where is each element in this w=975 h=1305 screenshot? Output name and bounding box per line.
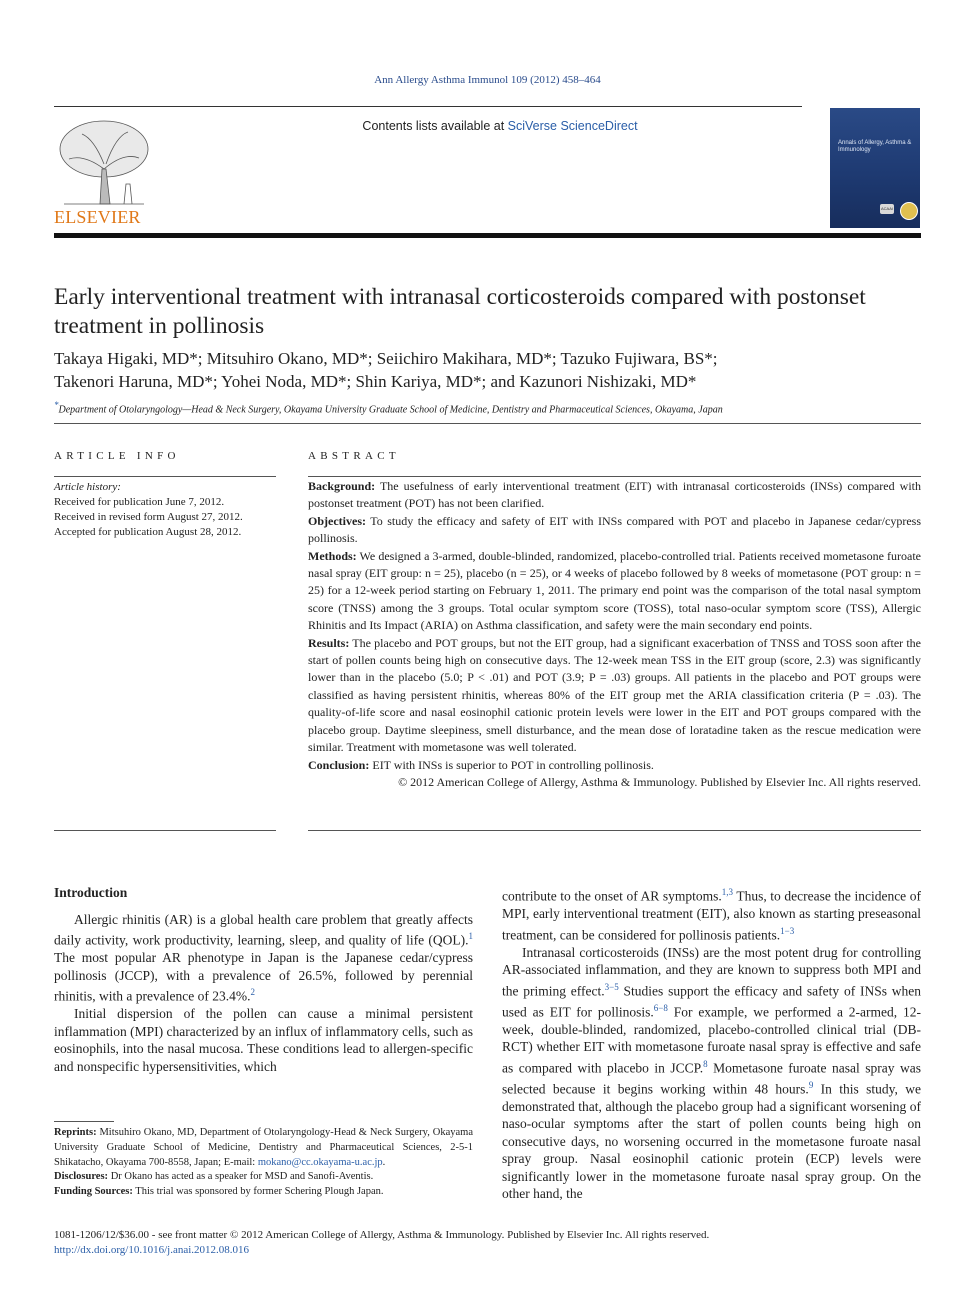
r2-part-e: In this study, we demonstrated that, although the placebo group had a significant worsening of naso-ocular symptoms after the start of pollen counts being high on consecutive days, no worsening occurred in the mometasone furoate nasal spray group. Nasal eosinophil cationic protein (ECP) levels were significantly lower in the mometasone furoate nasal spray group. On the other hand, the [502,1081,921,1201]
p1-part-b: The most popular AR phenotype in Japan is the Japanese cedar/cypress pollinosis (JCCP), with a prevalence of 26.5%, followed by perennial rhinitis, with a prevalence of 23.4%. [54,950,473,1004]
header-thick-divider [54,233,921,238]
contents-prefix: Contents lists available at [362,119,508,133]
citation-3-5[interactable]: 3−5 [604,981,619,992]
history-accepted: Accepted for publication August 28, 2012. [54,526,242,538]
article-info-rule-bottom [54,830,276,831]
article-info-heading: ARTICLE INFO [54,450,180,462]
article-title: Early interventional treatment with intranasal corticosteroids compared with postonset treatment in pollinosis [54,284,866,339]
r2-part-d: Mometasone furoate nasal spray was selected because it begins working within 48 hours. [502,1060,921,1096]
citation-2[interactable]: 2 [250,987,255,997]
r2-part-b: Studies support the efficacy and safety of INSs when used as EIT for pollinosis. [502,983,922,1019]
abstract-objectives [308,513,921,548]
text-results: The placebo and POT groups, but not the EIT group, had a significant exacerbation of TNSS and TOSS soon after the start of pollen counts being high on consecutive days. The 12-week mean TSS in the EIT group (score, 2.3) was significantly lower than in the placebo (5.0; P < .01) and POT (3.9; P = .03) groups. All patients in the placebo and POT groups were classified as having persistent rhinitis, whereas 80% of the EIT group met the ARIA classification criteria (P = .03). The quality-of-life score and nasal eosinophil cationic protein levels were lower in the EIT and POT groups compared with the placebo group. Daytime sleepiness, smell disturbance, and the mean dose of loratadine taken as the rescue medication were similar. Treatment with mometasone was well tolerated. [308,635,921,755]
text-methods: We designed a 3-armed, double-blinded, randomized, placebo-controlled trial. Patients received mometasone furoate nasal spray (EIT group: n = 25), placebo (n = 25), or 4 weeks of placebo followed by 8 weeks of mometasone (POT group: n = 25) for a 12-week period starting on February 1, 2011. The primary end point was the comparison of the total nasal symptom score (TNSS) among the 3 groups. Total ocular symptom score (TOSS), total naso-ocular symptom score (TSS), Allergic Rhinitis and Its Impact (ARIA) on Asthma classification, and safety were the main secondary end points. [308,548,921,633]
label-background: Background: [308,479,376,493]
intro-paragraph-2: Initial dispersion of the pollen can cause a minimal persistent inflammation (MPI) characterized by an influx of inflammatory cells, such as eosinophils, into the nasal mucosa. These conditions lead to allergen-specific and nonspecific hypersensitivities, which [54,1006,473,1074]
header-divider [54,106,802,107]
bottom-info [54,1228,921,1258]
intro-paragraph-1 [54,911,473,1006]
text-conclusion: EIT with INSs is superior to POT in controlling pollinosis. [369,757,654,772]
journal-cover [830,108,920,228]
affiliation-mark: * [54,400,59,410]
footnote-funding [54,1185,473,1200]
cover-badge [880,204,894,214]
label-results: Results: [308,635,350,650]
affiliation-divider [54,423,921,424]
citation-1[interactable]: 1 [468,931,473,941]
authors-line-2: Takenori Haruna, MD*; Yohei Noda, MD*; Shin Kariya, MD*; and Kazunori Nishizaki, MD* [54,372,697,391]
cover-seal-icon [900,202,918,220]
text-objectives: To study the efficacy and safety of EIT with INSs compared with POT and placebo in Japanese cedar/cypress pollinosis. [308,513,921,546]
citation-9[interactable]: 9 [808,1079,814,1090]
footnote-divider [54,1121,114,1122]
authors-line-1: Takaya Higaki, MD*; Mitsuhiro Okano, MD*; Seiichiro Makihara, MD*; Tazuko Fujiwara, BS*; [54,349,718,368]
abstract-heading: ABSTRACT [308,450,400,462]
email-end: . [382,1156,386,1168]
p1-part-a: Allergic rhinitis (AR) is a global health care problem that greatly affects daily activity, work productivity, learning, sleep, and quality of life (QOL). [54,911,473,948]
r1-part-b: Thus, to decrease the incidence of MPI, early interventional treatment (EIT), also known as starting preseasonal treatment, can be considered for pollinosis patients. [502,888,921,942]
r1-part-a: contribute to the onset of AR symptoms. [502,888,722,904]
label-conclusion: Conclusion: [308,757,370,772]
abstract-rule [308,476,921,477]
doi-link[interactable]: http://dx.doi.org/10.1016/j.anai.2012.08.016 [54,1244,250,1256]
intro-heading: Introduction [54,885,128,900]
abstract-results [308,635,921,757]
text-disclosures: Dr Okano has acted as a speaker for MSD and Sanofi-Aventis. [108,1171,374,1183]
abstract-background [308,478,921,513]
sciencedirect-link[interactable]: SciVerse ScienceDirect [507,119,638,133]
cover-badge-text: ACAAI [880,206,893,211]
body-left-column [54,884,473,1075]
abstract-copyright: © 2012 American College of Allergy, Asthma & Immunology. Published by Elsevier Inc. All rights reserved. [398,774,921,789]
footnotes [54,1126,473,1200]
label-objectives: Objectives: [308,513,366,528]
history-received: Received for publication June 7, 2012. [54,496,225,508]
journal-reference[interactable]: Ann Allergy Asthma Immunol 109 (2012) 458–464 [374,74,601,86]
affiliation [54,400,924,415]
history-label: Article history: [54,481,121,493]
contents-line [200,119,800,133]
footnote-disclosures [54,1170,473,1185]
citation-6-8[interactable]: 6−8 [653,1002,668,1013]
label-methods: Methods: [308,548,357,563]
body-right-column [502,884,921,1203]
text-background: The usefulness of early interventional treatment (EIT) with intranasal corticosteroids (INSs) compared with postonset treatment (POT) has not been clarified. [308,479,921,511]
label-reprints: Reprints: [54,1127,97,1138]
right-paragraph-1 [502,884,921,944]
text-reprints: Mitsuhiro Okano, MD, Department of Otolaryngology-Head & Neck Surgery, Okayama University Graduate School of Medicine, Dentistry and Pharmaceutical Sciences, 2-5-1 Shikatacho, Okayama 700-8558, Japan; E-mail: [54,1127,473,1168]
issn-line: 1081-1206/12/$36.00 - see front matter © 2012 American College of Allergy, Asthma & Immunology. Published by Elsevier Inc. All rights reserved. [54,1229,710,1241]
r2-part-a: Intranasal corticosteroids (INSs) are the most potent drug for controlling AR-associated inflammation, and they are known to suppress both MPI and the priming effect. [502,944,921,998]
citation-8[interactable]: 8 [703,1058,708,1069]
author-list [54,347,924,393]
label-disclosures: Disclosures: [54,1171,109,1183]
affiliation-text: Department of Otolaryngology—Head & Neck Surgery, Okayama University Graduate School of Medicine, Dentistry and Pharmaceutical Sciences, Okayama, Japan [58,404,723,416]
article-history [54,480,276,540]
article-info-rule [54,476,276,477]
r2-part-c: For example, we performed a 2-armed, 12-week, double-blinded, randomized, placebo-controlled clinical trial (DB-RCT) whether EIT with mometasone furoate nasal spray is effective and safe as compared with placebo in JCCP. [502,1004,921,1075]
history-revised: Received in revised form August 27, 2012. [54,511,243,523]
cover-title: Annals of Allergy, Asthma & Immunology [838,140,912,153]
abstract-body [308,478,921,791]
abstract-methods [308,548,921,635]
citation-1-3[interactable]: 1,3 [721,887,734,897]
abstract-rule-bottom [308,830,921,831]
text-funding: This trial was sponsored by former Schering Plough Japan. [132,1186,384,1198]
citation-1-3-range[interactable]: 1−3 [780,925,795,936]
abstract-conclusion [308,757,921,774]
contact-email-link[interactable]: mokano@cc.okayama-u.ac.jp [257,1156,383,1168]
right-paragraph-2 [502,944,921,1203]
label-funding: Funding Sources: [54,1186,133,1198]
footnote-reprints [54,1126,473,1170]
elsevier-wordmark: ELSEVIER [54,207,141,227]
